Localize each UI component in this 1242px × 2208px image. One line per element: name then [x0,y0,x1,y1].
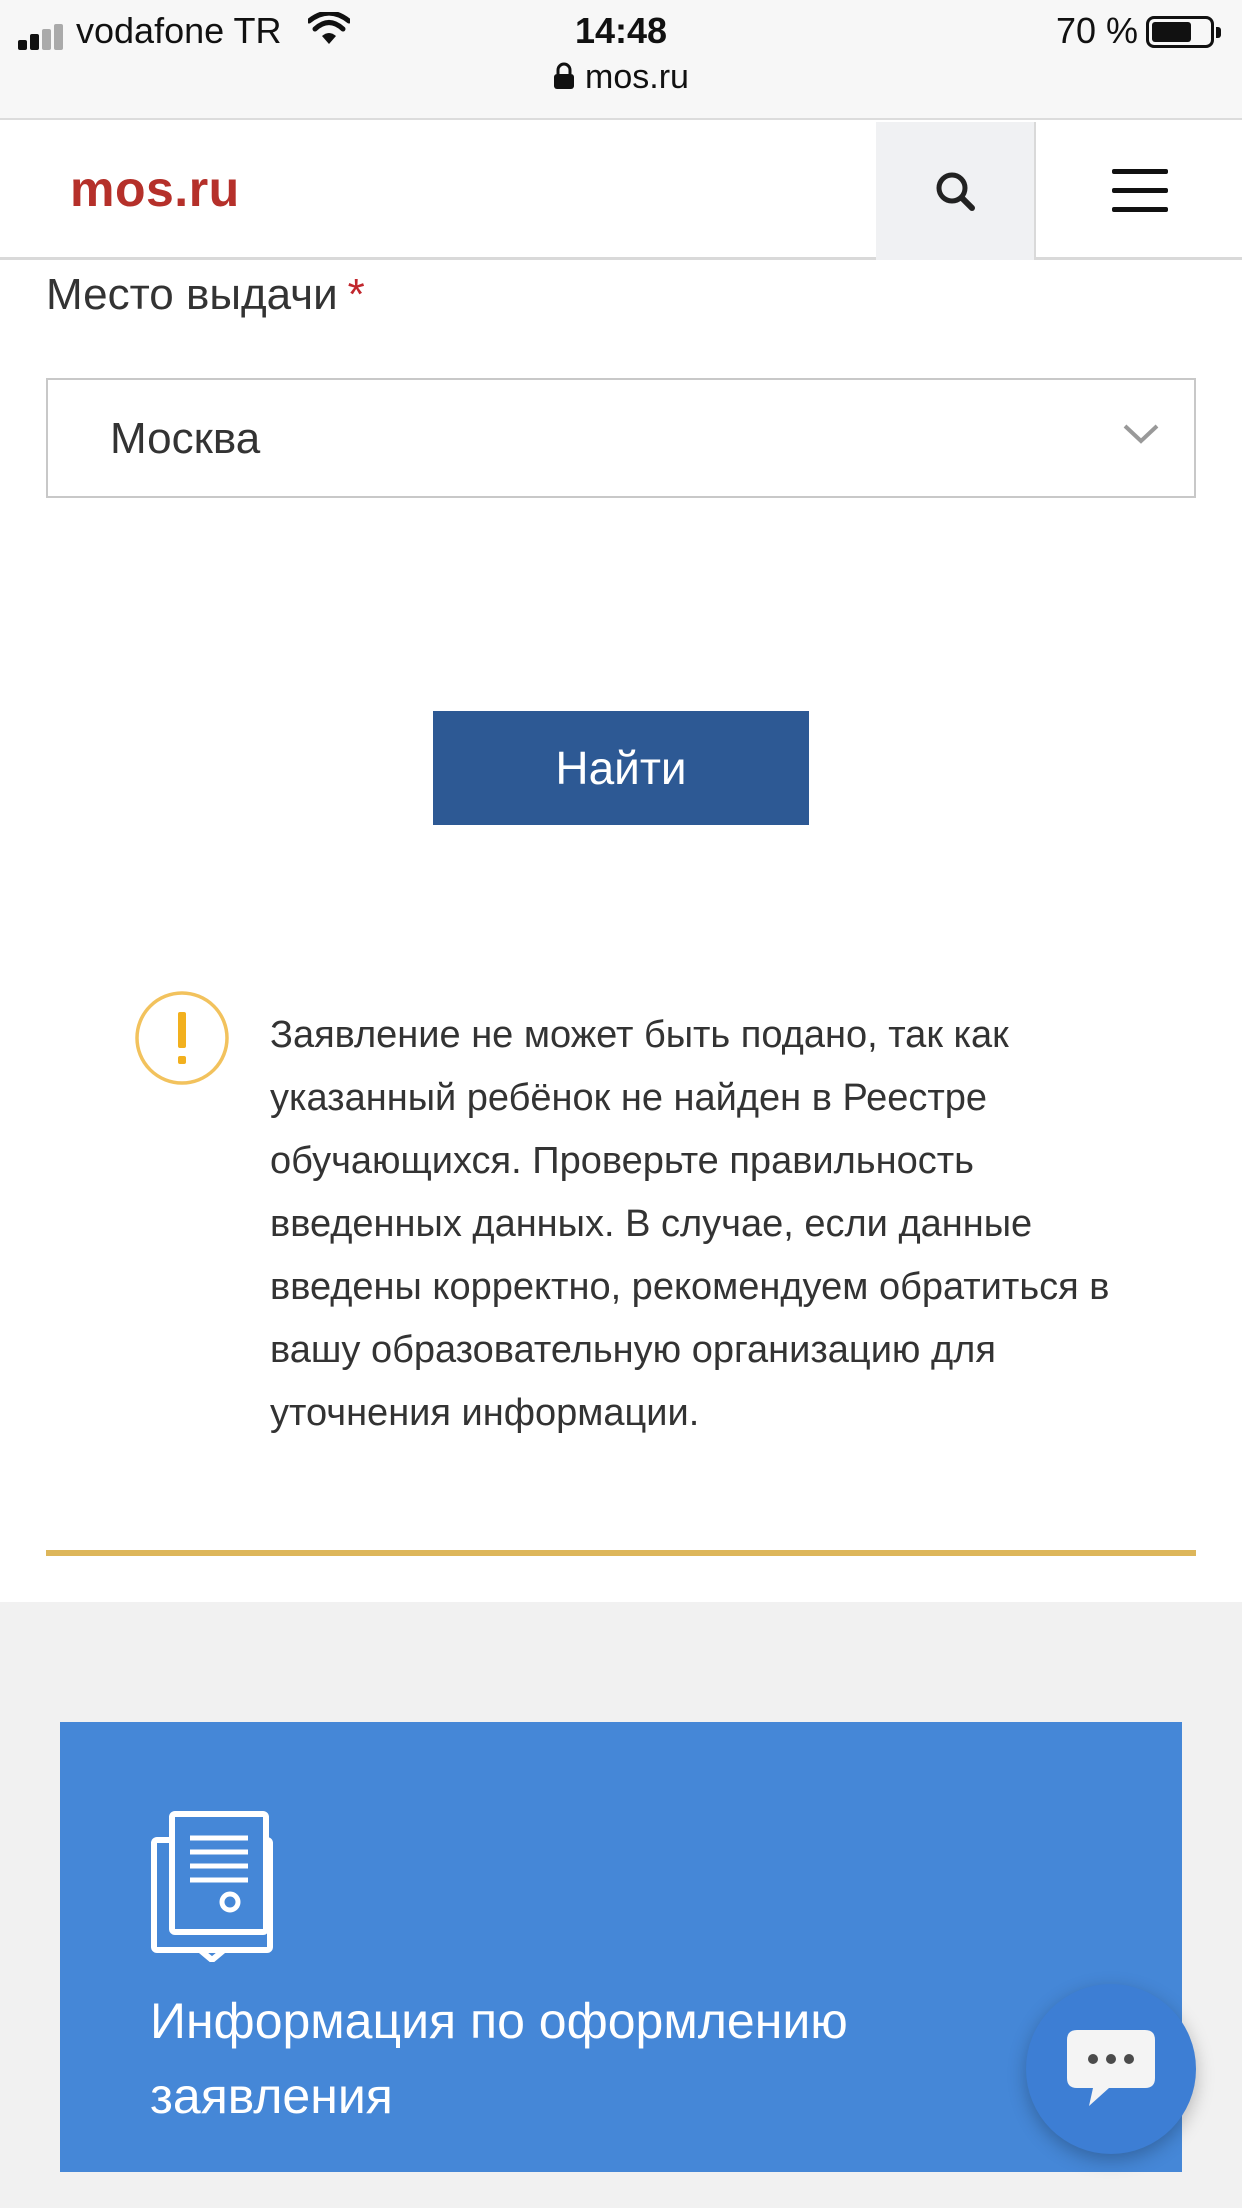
hamburger-menu-icon [1112,169,1168,213]
site-header [0,122,1242,260]
site-logo[interactable]: mos.ru [70,161,240,217]
battery-icon [1146,16,1214,48]
divider [46,1550,1196,1556]
menu-button[interactable] [1038,122,1242,260]
search-icon [933,169,977,213]
url-text: mos.ru [585,58,689,96]
place-of-issue-label [46,270,365,320]
chat-bubble-icon [1063,2026,1159,2112]
place-of-issue-select[interactable] [46,378,1196,498]
chat-button[interactable] [1026,1984,1196,2154]
place-of-issue-label-text: Место выдачи [46,270,338,319]
info-card-title: Информация по оформлению заявления [150,1993,848,2124]
warning-message: Заявление не может быть подано, так как указанный ребёнок не найден в Реестре обучающихся. Проверьте правильность введенных данных. В случае, если данные введены корректно, рекомендуем обратиться в вашу образовательную организацию для уточнения информации. [270,1014,1110,1434]
exclamation-circle-icon [134,990,230,1086]
clock: 14:48 [574,10,668,51]
document-icon [150,1810,274,1962]
address-bar[interactable] [0,58,1242,97]
status-bar [0,0,1242,120]
carrier-name: vodafone TR [76,10,282,51]
chevron-down-icon [1122,422,1160,446]
select-value: Москва [110,414,261,463]
battery-percent: 70 % [1055,10,1138,51]
application-info-card[interactable] [60,1722,1182,2172]
lock-icon [553,62,575,90]
find-button[interactable]: Найти [433,711,809,825]
search-button[interactable] [876,122,1036,260]
required-marker: * [347,270,365,319]
